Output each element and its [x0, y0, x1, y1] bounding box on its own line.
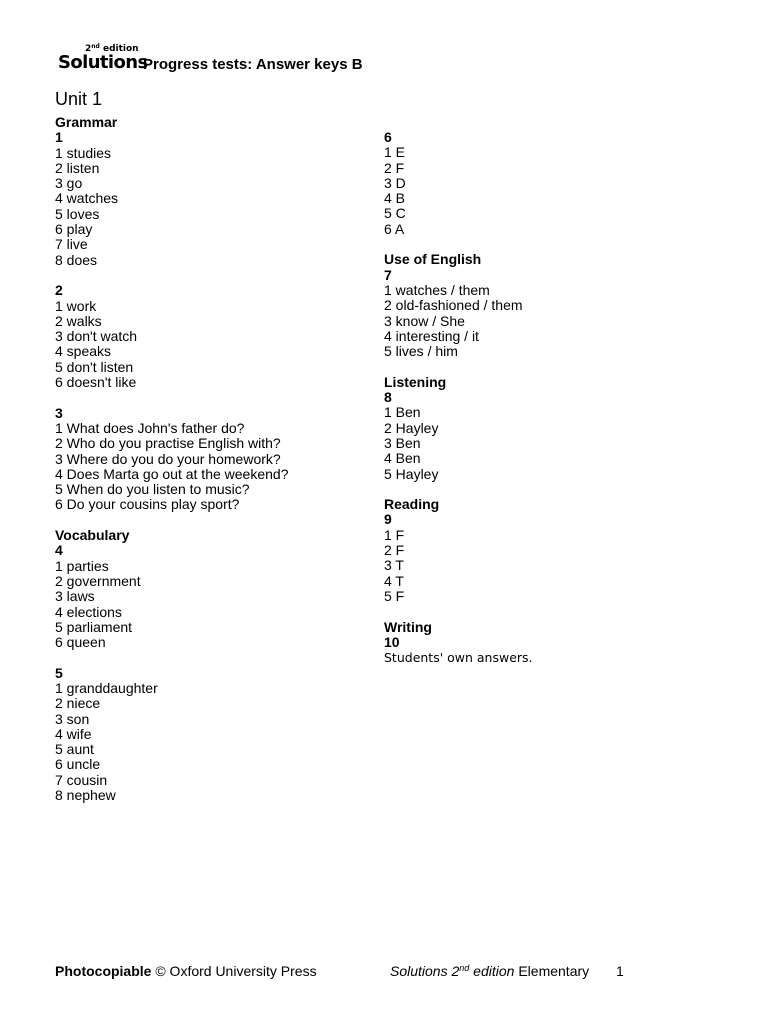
answer-line: 6 queen — [55, 634, 106, 651]
answer-line: 1 studies — [55, 144, 112, 161]
footer-copyright: Photocopiable © Oxford University Press — [55, 963, 317, 979]
spacer — [384, 359, 714, 374]
page-footer — [55, 962, 635, 980]
spacer — [55, 268, 385, 283]
answer-line: 1 Ben — [384, 404, 421, 421]
section-heading: 7 — [384, 266, 392, 283]
answer-line: 2 walks — [55, 312, 102, 329]
answer-line: 4 Ben — [384, 450, 421, 467]
section-heading: 5 — [55, 664, 63, 681]
spacer — [384, 237, 714, 252]
answer-line: 5 F — [384, 587, 405, 604]
answer-line: 4 Does Marta go out at the weekend? — [55, 465, 289, 482]
answer-line: 2 niece — [55, 695, 101, 712]
section-heading: 8 — [384, 389, 392, 406]
answer-line: 5 don't listen — [55, 358, 134, 375]
answer-line: 6 uncle — [55, 756, 101, 773]
spacer — [55, 513, 385, 528]
spacer — [55, 650, 385, 665]
answer-line: 2 F — [384, 542, 405, 559]
brand-logo: Solutions — [58, 52, 148, 73]
page-number: 1 — [616, 963, 624, 979]
answer-line: 4 elections — [55, 603, 122, 620]
answer-line: 6 A — [384, 220, 405, 237]
answer-line: 3 laws — [55, 588, 95, 605]
answer-line: 4 T — [384, 572, 404, 589]
answer-line: 2 Who do you practise English with? — [55, 435, 281, 452]
answer-line: 4 speaks — [55, 343, 112, 360]
answer-line: 2 government — [55, 572, 141, 589]
answer-line: 3 Ben — [384, 434, 421, 451]
section-heading: Use of English — [384, 251, 482, 268]
answer-line: 8 does — [55, 251, 98, 268]
section-heading: 6 — [384, 129, 392, 145]
answer-line: 3 D — [384, 174, 406, 191]
edition-label: 2nd edition — [85, 43, 139, 54]
answer-line: 5 loves — [55, 205, 100, 222]
section-heading: 3 — [55, 404, 63, 421]
section-heading: Listening — [384, 373, 447, 390]
answer-column-left — [55, 115, 385, 803]
answer-line: 4 interesting / it — [384, 327, 479, 344]
answer-line: 1 E — [384, 144, 406, 161]
answer-line: 2 F — [384, 159, 405, 176]
unit-title: Unit 1 — [55, 89, 103, 109]
section-heading: Grammar — [55, 114, 118, 130]
answer-line: 1 What does John's father do? — [55, 419, 245, 436]
answer-line: 6 play — [55, 221, 93, 238]
section-heading: Reading — [384, 496, 440, 513]
section-heading: 10 — [384, 633, 400, 650]
answer-line: 7 cousin — [55, 771, 108, 788]
answer-line: 5 aunt — [55, 741, 94, 758]
spacer — [384, 604, 714, 619]
answer-column-right — [384, 130, 714, 665]
answer-line: 8 nephew — [55, 787, 116, 804]
answer-line: 6 Do your cousins play sport? — [55, 496, 240, 513]
answer-line: 1 granddaughter — [55, 679, 158, 696]
answer-line: 1 parties — [55, 557, 109, 574]
answer-line: 3 T — [384, 557, 404, 574]
answer-line: 6 doesn't like — [55, 374, 137, 391]
answer-line: 3 Where do you do your homework? — [55, 450, 281, 467]
answer-line: 2 Hayley — [384, 419, 439, 436]
answer-line: 5 C — [384, 205, 406, 222]
answer-line: 4 watches — [55, 190, 119, 207]
answer-line: 4 B — [384, 190, 406, 207]
section-heading: Writing — [384, 618, 432, 635]
answer-line: 4 wife — [55, 725, 92, 742]
answer-line: 3 go — [55, 175, 83, 192]
section-heading: 9 — [384, 511, 392, 528]
answer-line: 5 When do you listen to music? — [55, 481, 250, 498]
answer-line: 1 F — [384, 526, 405, 543]
document-title: Progress tests: Answer keys B — [143, 56, 363, 73]
answer-line: 3 know / She — [384, 312, 465, 329]
section-heading: 2 — [55, 282, 63, 299]
spacer — [384, 482, 714, 497]
section-heading: Vocabulary — [55, 527, 130, 544]
answer-line: 1 watches / them — [384, 281, 490, 298]
answer-line: 5 Hayley — [384, 465, 439, 482]
section-heading: 1 — [55, 129, 63, 146]
answer-line: 7 live — [55, 236, 88, 253]
answer-line: 1 work — [55, 297, 97, 314]
answer-line: Students' own answers. — [384, 650, 533, 666]
answer-line: 5 parliament — [55, 618, 133, 635]
answer-line: 2 listen — [55, 159, 100, 176]
answer-line: 5 lives / him — [384, 343, 458, 360]
spacer — [55, 390, 385, 405]
photocopiable-label: Photocopiable — [55, 963, 152, 979]
footer-book-title: Solutions 2nd edition Elementary — [390, 963, 590, 979]
answer-line: 2 old-fashioned / them — [384, 297, 523, 314]
answer-line: 3 son — [55, 710, 90, 727]
answer-line: 3 don't watch — [55, 328, 138, 345]
section-heading: 4 — [55, 542, 63, 559]
